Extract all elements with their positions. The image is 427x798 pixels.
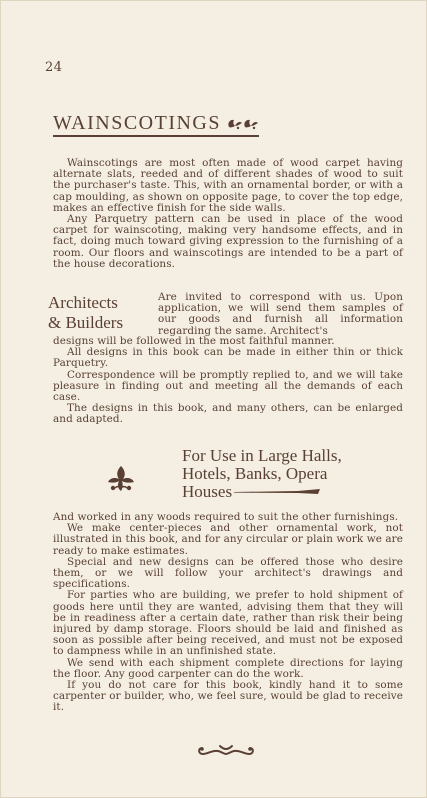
architects-heading-line-2: & Builders [48, 313, 124, 332]
tapered-rule-icon [234, 488, 320, 496]
wainscotings-title-text: WAINSCOTINGS [53, 112, 221, 134]
architects-heading [48, 293, 123, 333]
halls-heading-line-3-row [182, 483, 342, 501]
halls-paragraph-1: And worked in any woods required to suit the other furnishings. [53, 511, 399, 523]
architects-intro [158, 292, 403, 337]
halls-body [53, 512, 403, 714]
halls-heading-line-1: For Use in Large Halls, [182, 446, 342, 465]
halls-heading [182, 447, 342, 501]
halls-heading-line-2: Hotels, Banks, Opera [182, 464, 328, 483]
architects-body [53, 336, 403, 426]
scroll-ornament-icon [196, 742, 256, 758]
architects-paragraph-2: Correspondence will be promptly replied to, and we will take pleasure in finding out and meeting all the demands of each case. [53, 368, 403, 404]
architects-heading-line-1: Architects [48, 293, 118, 312]
architects-paragraph-1: All designs in this book can be made in either thin or thick Parquetry. [53, 346, 403, 370]
fleuron-icon [225, 116, 259, 130]
architects-paragraph-3: The designs in this book, and many others, can be enlarged and adapted. [53, 402, 403, 426]
architects-intro-continued: designs will be followed in the most faithful manner. [53, 335, 335, 347]
halls-paragraph-4: For parties who are building, we prefer to hold shipment of goods here until they are wanted, advising them that they will be in readiness after a certain date, rather than risk their being injured by damp storage. Floors should be laid and finished as soon as possible after being received, and must not be exposed to dampness while in an unfinished state. [53, 589, 403, 658]
halls-paragraph-5: We send with each shipment complete directions for laying the floor. Any good carpenter can do the work. [53, 656, 403, 680]
wainscotings-title [53, 112, 259, 137]
halls-paragraph-3: Special and new designs can be offered those who desire them, or we will follow your architect's drawings and specifications. [53, 555, 403, 591]
leaf-ornament-icon [104, 462, 138, 494]
wainscotings-paragraph-1: Wainscotings are most often made of wood carpet having alternate slats, reeded and of different shades of wood to suit the purchaser's taste. This, with an ornamental border, or with a cap moulding, as shown on opposite page, to cover the top edge, makes an effective finish for the side walls. [53, 157, 403, 214]
halls-heading-line-3: Houses [182, 482, 233, 501]
page-number: 24 [45, 60, 63, 75]
wainscotings-paragraph-2: Any Parquetry pattern can be used in place of the wood carpet for wainscoting, making very handsome effects, and in fact, doing much toward giving expression to the furnishing of a room. Our floors and wainscotings are intended to be a part of the house decorations. [53, 213, 403, 270]
halls-paragraph-6: If you do not care for this book, kindly hand it to some carpenter or builder, who, we feel sure, would be glad to receive it. [53, 679, 403, 714]
wainscotings-body [53, 158, 403, 270]
architects-intro-text: Are invited to correspond with us. Upon application, we will send them samples of our goods and furnish all information regarding the same. Architect's [158, 291, 403, 337]
halls-paragraph-2: We make center-pieces and other ornamental work, not illustrated in this book, and for any circular or plain work we are ready to make estimates. [53, 522, 403, 557]
